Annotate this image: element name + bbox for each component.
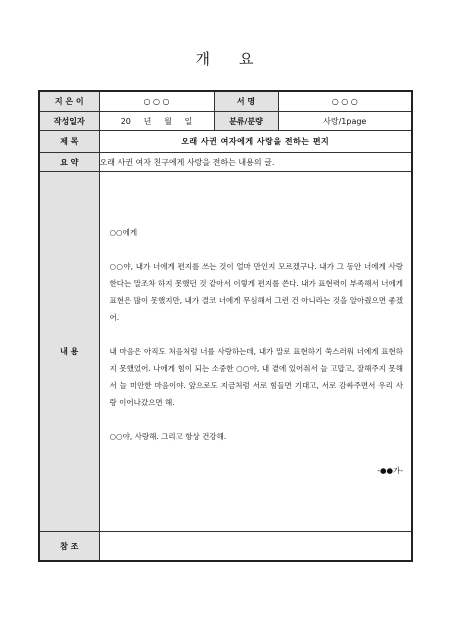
summary-value: 오래 사귄 여자 친구에게 사랑을 전하는 내용의 글. <box>99 153 412 172</box>
category-label: 분류/분량 <box>214 112 278 131</box>
title-char-1: 개 <box>195 50 211 68</box>
reference-value <box>99 532 412 562</box>
date-year-unit: 년 <box>143 116 152 126</box>
date-label: 작성일자 <box>39 112 99 131</box>
letter-paragraph-2: 내 마음은 아직도 처음처럼 너를 사랑하는데, 내가 말로 표현하기 쑥스러워 너에게 표현하지 못했었어. 나에게 힘이 되는 소중한 ○○야, 내 곁에 있어줘서 늘 고맙고, 잘해주지 못해서 늘 미안한 마음이야. 앞으로도 지금처럼 서로 힘들면 기대고, 서로 감싸주면서 우리 사랑 이어나갔으면 해. <box>109 347 403 407</box>
document-title <box>0 48 450 69</box>
form-row-date <box>39 112 412 131</box>
author-value: ○ ○ ○ <box>99 91 214 112</box>
date-value <box>99 112 214 131</box>
summary-form-table <box>38 90 413 562</box>
summary-label: 요 약 <box>39 153 99 172</box>
form-row-summary <box>39 153 412 172</box>
letter-greeting: ○○에게 <box>109 228 138 237</box>
name-value: ○ ○ ○ <box>278 91 412 112</box>
date-month-unit: 월 <box>164 116 172 126</box>
letter-paragraph-1: ○○야, 내가 너에게 편지를 쓰는 것이 얼마 만인지 모르겠구나. 내가 그 동안 너에게 사랑한다는 말조차 하지 못했던 것 같아서 이렇게 편지를 쓴다. 내가 표현력이 부족해서 너에게 표현은 많이 못했지만, 내가 결코 너에게 무심해서 그런 건 아니라는 것을 알아줬으면 좋겠어. <box>109 262 403 322</box>
letter-body <box>100 224 412 479</box>
date-year: 20 <box>120 116 131 126</box>
letter-signature: -●●가- <box>377 466 403 475</box>
reference-label: 참 조 <box>39 532 99 562</box>
form-row-reference <box>39 532 412 562</box>
content-cell <box>99 172 412 532</box>
title-char-2: 요 <box>239 50 255 68</box>
content-label: 내 용 <box>39 172 99 532</box>
category-value: 사랑/1page <box>278 112 412 131</box>
subject-value: 오래 사귄 여자에게 사랑을 전하는 편지 <box>99 131 412 153</box>
subject-label: 제 목 <box>39 131 99 153</box>
author-label: 지 은 이 <box>39 91 99 112</box>
date-day-unit: 일 <box>184 116 193 126</box>
letter-closing: ○○야, 사랑해. 그리고 항상 건강해. <box>109 432 227 441</box>
form-row-content <box>39 172 412 532</box>
form-row-author <box>39 91 412 112</box>
name-label: 서 명 <box>214 91 278 112</box>
form-row-subject <box>39 131 412 153</box>
